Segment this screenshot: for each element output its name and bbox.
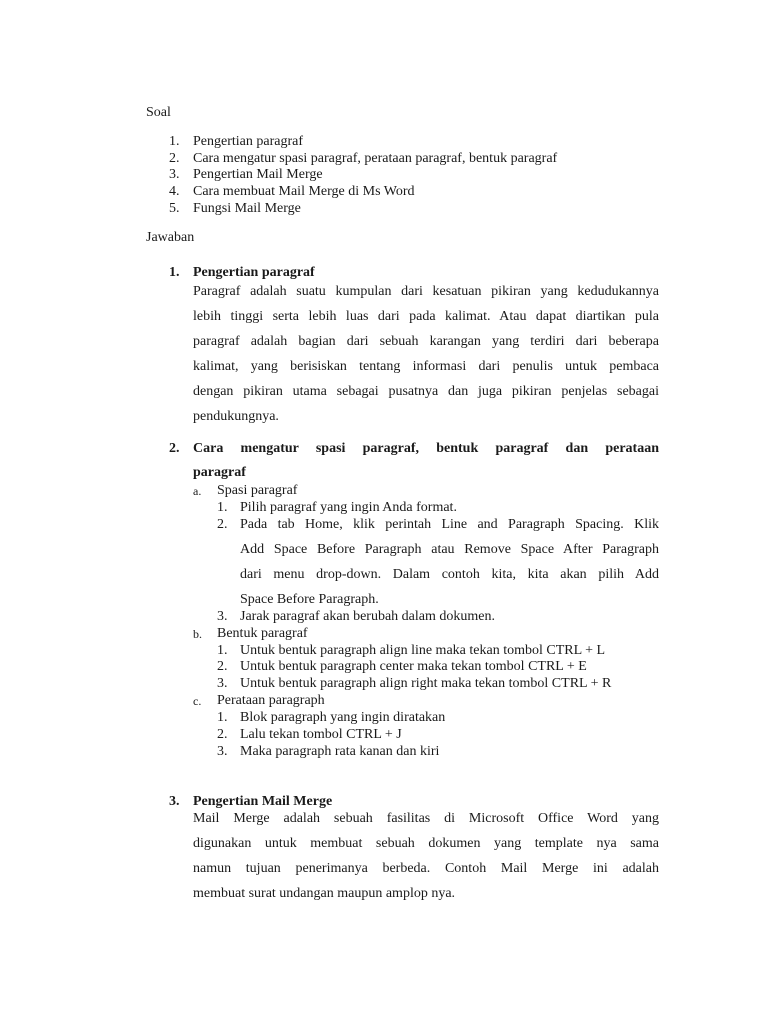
paragraph-line: membuat surat undangan maupun amplop nya. xyxy=(193,886,456,901)
step-line: Space Before Paragraph. xyxy=(240,592,379,607)
section-title: Pengertian paragraf xyxy=(193,265,315,280)
paragraph-line: pendukungnya. xyxy=(193,409,279,424)
step-line: Pada tab Home, klik perintah Line and Paragraph Spacing. Klik xyxy=(240,517,659,532)
step-text: Jarak paragraf akan berubah dalam dokumen. xyxy=(240,609,495,624)
paragraph-line: dengan pikiran utama sebagai pusatnya dan juga pikiran penjelas sebagai xyxy=(193,384,659,399)
subsection-label: Perataan paragraph xyxy=(217,693,325,708)
step-number: 1. xyxy=(217,500,228,515)
section-title-continued: paragraf xyxy=(193,465,246,480)
paragraph-line: digunakan untuk membuat sebuah dokumen yang template nya sama xyxy=(193,836,659,851)
step-number: 3. xyxy=(217,676,228,691)
step-line: dari menu drop-down. Dalam contoh kita, kita akan pilih Add xyxy=(240,567,659,582)
soal-item-text: Cara mengatur spasi paragraf, perataan paragraf, bentuk paragraf xyxy=(193,151,558,166)
step-number: 2. xyxy=(217,659,228,674)
step-number: 2. xyxy=(217,517,228,532)
paragraph-line: namun tujuan penerimanya berbeda. Contoh Mail Merge ini adalah xyxy=(193,861,659,876)
soal-item-text: Fungsi Mail Merge xyxy=(193,201,301,216)
section-number: 2. xyxy=(169,441,180,456)
step-number: 3. xyxy=(217,744,228,759)
soal-item-text: Cara membuat Mail Merge di Ms Word xyxy=(193,184,415,199)
step-text: Untuk bentuk paragraph align line maka tekan tombol CTRL + L xyxy=(240,643,606,658)
step-text-block xyxy=(240,512,659,612)
section-body xyxy=(193,806,659,906)
step-text: Maka paragraph rata kanan dan kiri xyxy=(240,744,440,759)
paragraph-line: lebih tinggi serta lebih luas dari pada kalimat. Atau dapat diartikan pula xyxy=(193,309,659,324)
soal-item-text: Pengertian paragraf xyxy=(193,134,303,149)
soal-item-number: 1. xyxy=(169,134,180,149)
section-title: Pengertian Mail Merge xyxy=(193,794,333,809)
step-number: 2. xyxy=(217,727,228,742)
soal-item-number: 5. xyxy=(169,201,180,216)
section-body xyxy=(193,279,659,429)
soal-item-text: Pengertian Mail Merge xyxy=(193,167,323,182)
step-text: Blok paragraph yang ingin diratakan xyxy=(240,710,446,725)
subsection-label: Spasi paragraf xyxy=(217,483,298,498)
soal-item-number: 2. xyxy=(169,151,180,166)
paragraph-line: kalimat, yang berisiskan tentang informasi dari penulis untuk pembaca xyxy=(193,359,659,374)
section-number: 1. xyxy=(169,265,180,280)
subsection-label: Bentuk paragraf xyxy=(217,626,308,641)
soal-item-number: 4. xyxy=(169,184,180,199)
soal-heading: Soal xyxy=(146,105,171,120)
step-text: Lalu tekan tombol CTRL + J xyxy=(240,727,402,742)
paragraph-line: paragraf adalah bagian dari sebuah karangan yang terdiri dari beberapa xyxy=(193,334,659,349)
subsection-letter: b. xyxy=(193,627,202,641)
step-number: 1. xyxy=(217,710,228,725)
subsection-letter: a. xyxy=(193,484,202,498)
step-text: Untuk bentuk paragraph center maka tekan tombol CTRL + E xyxy=(240,659,587,674)
paragraph-line: Mail Merge adalah sebuah fasilitas di Microsoft Office Word yang xyxy=(193,811,659,826)
step-text: Untuk bentuk paragraph align right maka tekan tombol CTRL + R xyxy=(240,676,612,691)
step-number: 1. xyxy=(217,643,228,658)
section-title: Cara mengatur spasi paragraf, bentuk paragraf dan perataan xyxy=(193,441,659,456)
paragraph-line: Paragraf adalah suatu kumpulan dari kesatuan pikiran yang kedudukannya xyxy=(193,284,659,299)
jawaban-heading: Jawaban xyxy=(146,230,195,245)
section-number: 3. xyxy=(169,794,180,809)
step-line: Add Space Before Paragraph atau Remove Space After Paragraph xyxy=(240,542,659,557)
subsection-letter: c. xyxy=(193,694,202,708)
step-text: Pilih paragraf yang ingin Anda format. xyxy=(240,500,457,515)
step-number: 3. xyxy=(217,609,228,624)
soal-item-number: 3. xyxy=(169,167,180,182)
